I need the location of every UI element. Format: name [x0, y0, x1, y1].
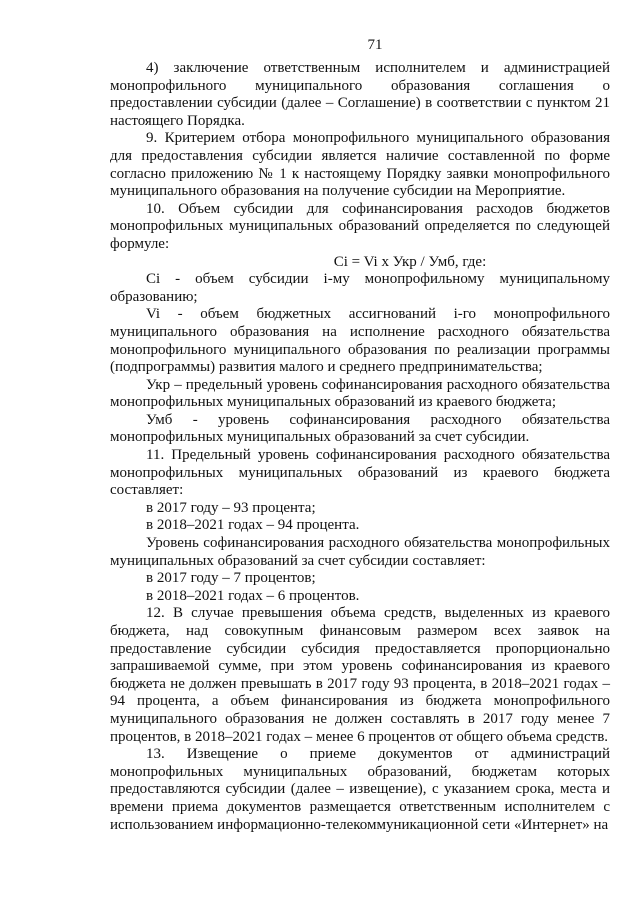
paragraph-11: 11. Предельный уровень софинансирования расходного обязательства монопрофильных муниципальных образований из краевого бюджета составляет:: [110, 447, 610, 499]
page-number: 71: [367, 37, 383, 53]
paragraph-12: 12. В случае превышения объема средств, выделенных из краевого бюджета, над совокупным финансовым размером всех заявок на предоставление субсидии субсидия предоставляется пропорционально запрашиваемой сумме, при этом уровень софинансирования из краевого бюджета не должен превышать в 2017 году 93 процента, в 2018–2021 годах – 94 процента, а объем финансирования из бюджета монопрофильного муниципального образования не должен составлять в 2017 году менее 7 процентов, в 2018–2021 годах – менее 6 процентов от общего объема средств.: [110, 605, 610, 745]
level-subsidy-2018-2021: в 2018–2021 годах – 6 процентов.: [146, 587, 360, 604]
paragraph-10: 10. Объем субсидии для софинансирования расходов бюджетов монопрофильных муниципальных образований определяется по следующей формуле:: [110, 200, 610, 252]
level-regional-2018-2021: в 2018–2021 годах – 94 процента.: [146, 517, 360, 534]
paragraph-13: 13. Извещение о приеме документов от администраций монопрофильных муниципальных образований, бюджетам которых предоставляются субсидии (далее – извещение), с указанием срока, места и времени приема документов размещается ответственным исполнителем с использованием информационно-телекоммуникационной сети «Интернет» на: [110, 746, 610, 833]
subsidy-formula: Ci = Vi x Укр / Умб, где:: [333, 253, 487, 270]
definition-ci: Ci - объем субсидии i-му монопрофильному муниципальному образованию;: [110, 271, 610, 305]
level-subsidy-2017: в 2017 году – 7 процентов;: [146, 570, 316, 587]
definition-umb: Умб - уровень софинансирования расходного обязательства монопрофильных муниципальных образований за счет субсидии.: [110, 411, 610, 446]
paragraph-subsidy-level: Уровень софинансирования расходного обязательства монопрофильных муниципальных образований за счет субсидии составляет:: [110, 535, 610, 569]
document-page: [110, 36, 610, 834]
definition-ukr: Укр – предельный уровень софинансирования расходного обязательства монопрофильных муниципальных образований из краевого бюджета;: [110, 376, 610, 411]
level-regional-2017: в 2017 году – 93 процента;: [146, 499, 316, 516]
paragraph-item-4: 4) заключение ответственным исполнителем и администрацией монопрофильного муниципального образования соглашения о предоставлении субсидии (далее – Соглашение) в соответствии с пунктом 21 настоящего Порядка.: [110, 60, 610, 129]
paragraph-9: 9. Критерием отбора монопрофильного муниципального образования для предоставления субсидии является наличие составленной по форме согласно приложению № 1 к настоящему Порядку заявки монопрофильного муниципального образования на получение субсидии на Мероприятие.: [110, 130, 610, 200]
definition-vi: Vi - объем бюджетных ассигнований i-го монопрофильного муниципального образования на исполнение расходного обязательства монопрофильного муниципального образования по реализации программы (подпрограммы) развития малого и среднего предпринимательства;: [110, 306, 610, 376]
